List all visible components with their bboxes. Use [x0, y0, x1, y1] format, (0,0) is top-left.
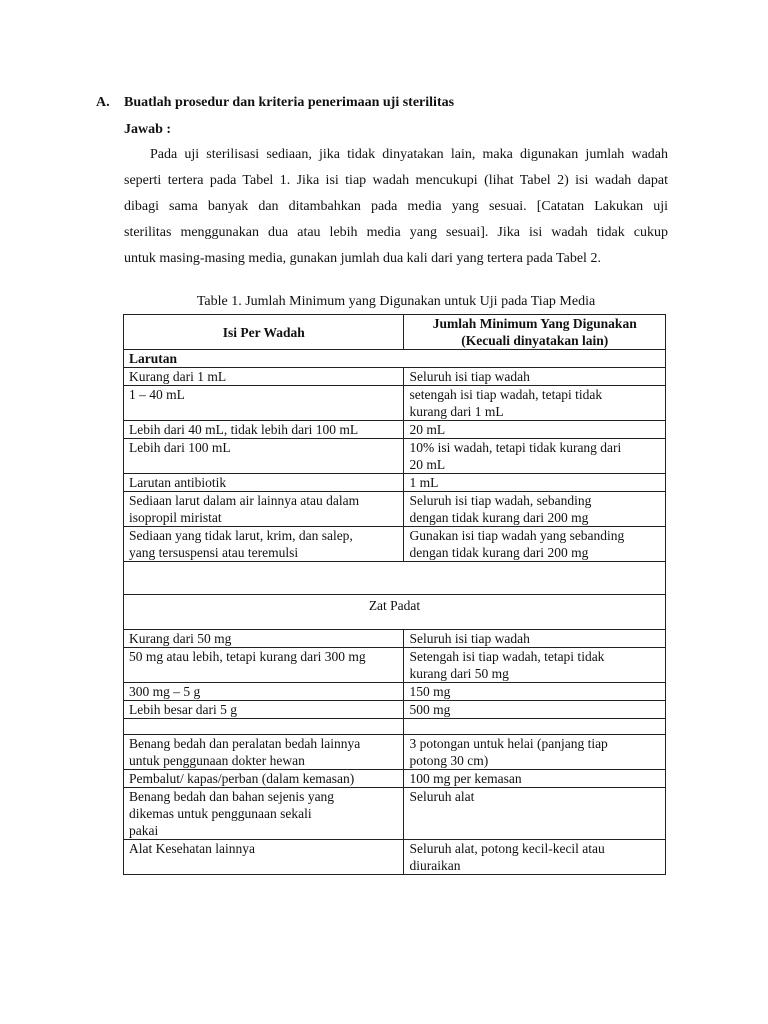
table-row — [124, 492, 666, 527]
content-cell — [124, 840, 404, 875]
cell-line: Pembalut/ kapas/perban (dalam kemasan) — [129, 771, 355, 786]
header-cell-content: Isi Per Wadah — [124, 315, 404, 350]
table-row — [124, 439, 666, 474]
table-row — [124, 421, 666, 439]
cell-line: Kurang dari 50 mg — [129, 631, 232, 646]
table-caption: Table 1. Jumlah Minimum yang Digunakan untuk Uji pada Tiap Media — [196, 294, 596, 309]
table-row — [124, 840, 666, 875]
answer-label: Jawab : — [124, 122, 172, 137]
cell-line: Sediaan larut dalam air lainnya atau dalam — [129, 493, 360, 508]
cell-line: dengan tidak kurang dari 200 mg — [409, 510, 589, 525]
minimum-amount-cell — [404, 683, 666, 701]
minimum-amount-cell — [404, 630, 666, 648]
cell-line: Benang bedah dan peralatan bedah lainnya — [129, 736, 361, 751]
cell-line: 300 mg – 5 g — [129, 684, 201, 699]
table-row — [124, 386, 666, 421]
content-cell — [124, 770, 404, 788]
content-cell — [124, 788, 404, 840]
cell-line: pakai — [129, 823, 159, 838]
heading-text: Buatlah prosedur dan kriteria penerimaan uji sterilitas — [124, 95, 455, 110]
content-cell — [124, 735, 404, 770]
cell-line: Alat Kesehatan lainnya — [129, 841, 255, 856]
table-row — [124, 527, 666, 562]
cell-line: dengan tidak kurang dari 200 mg — [409, 545, 589, 560]
cell-line: Seluruh isi tiap wadah — [409, 369, 530, 384]
cell-line: 20 mL — [409, 422, 446, 437]
table-row — [124, 474, 666, 492]
content-cell — [124, 701, 404, 719]
minimum-amount-cell — [404, 527, 666, 562]
cell-line: isopropil miristat — [129, 510, 222, 525]
cell-line: diuraikan — [409, 858, 461, 873]
minimum-amount-cell — [404, 701, 666, 719]
cell-line: Lebih besar dari 5 g — [129, 702, 237, 717]
spacer-cell — [124, 562, 666, 595]
section-label: Larutan — [124, 350, 666, 368]
cell-line: potong 30 cm) — [409, 753, 489, 768]
cell-line: untuk penggunaan dokter hewan — [129, 753, 305, 768]
cell-line: Sediaan yang tidak larut, krim, dan salep, — [129, 528, 353, 543]
cell-line: Seluruh isi tiap wadah — [409, 631, 530, 646]
content-cell — [124, 630, 404, 648]
paragraph-line: seperti tertera pada Tabel 1. Jika isi tiap wadah mencukupi (lihat Tabel 2) isi wadah dapat — [124, 173, 668, 188]
content-cell — [124, 527, 404, 562]
cell-line: kurang dari 50 mg — [409, 666, 509, 681]
cell-line: Lebih dari 40 mL, tidak lebih dari 100 mL — [129, 422, 359, 437]
cell-line: 500 mg — [409, 702, 451, 717]
spacer-cell — [404, 719, 666, 735]
section-row-larutan — [124, 350, 666, 368]
cell-line: 100 mg per kemasan — [409, 771, 522, 786]
table-row — [124, 630, 666, 648]
table-row — [124, 683, 666, 701]
cell-line: Kurang dari 1 mL — [129, 369, 227, 384]
minimum-amount-cell — [404, 770, 666, 788]
spacer-row — [124, 719, 666, 735]
cell-line: 20 mL — [409, 457, 446, 472]
cell-line: kurang dari 1 mL — [409, 404, 504, 419]
paragraph-line: Pada uji sterilisasi sediaan, jika tidak dinyatakan lain, maka digunakan jumlah wadah — [150, 147, 668, 162]
cell-line: Lebih dari 100 mL — [129, 440, 231, 455]
section-row-zat-padat — [124, 595, 666, 630]
cell-line: Seluruh alat — [409, 789, 475, 804]
answer-paragraph — [124, 146, 668, 276]
minimum-amount-cell — [404, 492, 666, 527]
cell-line: 3 potongan untuk helai (panjang tiap — [409, 736, 608, 751]
cell-line: dikemas untuk penggunaan sekali — [129, 806, 312, 821]
table-row — [124, 648, 666, 683]
cell-line: 50 mg atau lebih, tetapi kurang dari 300 mg — [129, 649, 366, 664]
table-row — [124, 788, 666, 840]
paragraph-line: dibagi sama banyak dan ditambahkan pada media yang sesuai. [Catatan Lakukan uji — [124, 199, 668, 214]
content-cell — [124, 648, 404, 683]
cell-line: 10% isi wadah, tetapi tidak kurang dari — [409, 440, 622, 455]
header-cell-minimum — [404, 315, 666, 350]
spacer-cell — [124, 719, 404, 735]
content-cell — [124, 368, 404, 386]
section-label: Zat Padat — [124, 595, 666, 630]
cell-line: Benang bedah dan bahan sejenis yang — [129, 789, 335, 804]
cell-line: 1 – 40 mL — [129, 387, 185, 402]
cell-line: 1 mL — [409, 475, 439, 490]
question-heading — [96, 94, 454, 112]
minimum-amount-cell — [404, 840, 666, 875]
cell-line: Gunakan isi tiap wadah yang sebanding — [409, 528, 625, 543]
minimum-amount-cell — [404, 788, 666, 840]
minimum-amount-cell — [404, 421, 666, 439]
cell-line: yang tersuspensi atau teremulsi — [129, 545, 299, 560]
spacer-row — [124, 562, 666, 595]
cell-line: Seluruh alat, potong kecil-kecil atau — [409, 841, 605, 856]
cell-line: Setengah isi tiap wadah, tetapi tidak — [409, 649, 605, 664]
content-cell — [124, 421, 404, 439]
content-cell — [124, 386, 404, 421]
cell-line: Seluruh isi tiap wadah, sebanding — [409, 493, 592, 508]
content-cell — [124, 439, 404, 474]
heading-number: A. — [96, 95, 110, 110]
table-header-row — [124, 315, 666, 350]
table-row — [124, 701, 666, 719]
minimum-amount-cell — [404, 474, 666, 492]
paragraph-line: sterilitas menggunakan dua atau lebih media yang sesuai]. Jika isi wadah tidak cukup — [124, 225, 668, 240]
sterility-test-table — [123, 314, 666, 875]
minimum-amount-cell — [404, 735, 666, 770]
minimum-amount-cell — [404, 368, 666, 386]
minimum-amount-cell — [404, 386, 666, 421]
content-cell — [124, 683, 404, 701]
cell-line: Larutan antibiotik — [129, 475, 227, 490]
content-cell — [124, 492, 404, 527]
header-line: (Kecuali dinyatakan lain) — [461, 333, 609, 348]
table-row — [124, 368, 666, 386]
cell-line: 150 mg — [409, 684, 451, 699]
table-row — [124, 770, 666, 788]
paragraph-line: untuk masing-masing media, gunakan jumlah dua kali dari yang tertera pada Tabel 2. — [124, 251, 601, 266]
content-cell — [124, 474, 404, 492]
table-row — [124, 735, 666, 770]
minimum-amount-cell — [404, 648, 666, 683]
minimum-amount-cell — [404, 439, 666, 474]
cell-line: setengah isi tiap wadah, tetapi tidak — [409, 387, 603, 402]
header-line: Jumlah Minimum Yang Digunakan — [432, 316, 637, 331]
